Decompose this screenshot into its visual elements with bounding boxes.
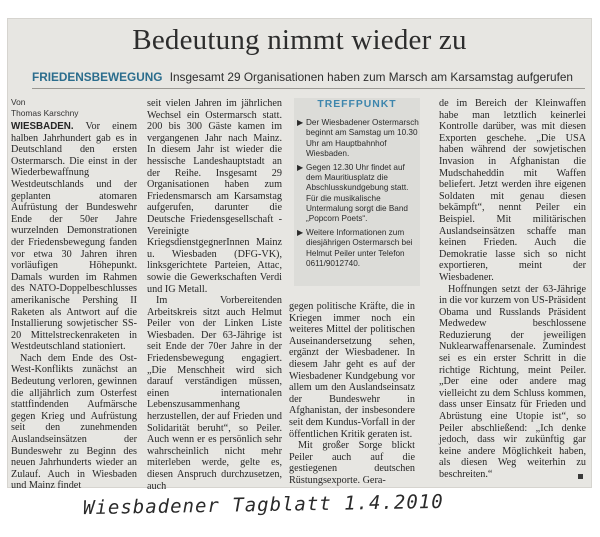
newspaper-clipping <box>7 18 592 492</box>
handwritten-source-note: Wiesbadener Tagblatt 1.4.2010 <box>82 490 444 520</box>
paragraph: de im Bereich der Kleinwaffen habe man letztlich keinerlei Kontrolle darüber, was mit diesen Exporten geschehe. „Die USA haben während der sowjetischen Invasion in Afghanistan die Mudschaheddin mit Waffen beliefert. Jetzt werden ihre eigenen Soldaten mit genau diesen bekämpft“, nennt Peiler ein Beispiel. Mit militärischen Auslandseinsätzen schaffe man keinen Frieden. Auch die Demokratie lasse sich so nicht exportieren, meint der Wiesbadener. <box>439 98 586 283</box>
paragraph: Hoffnungen setzt der 63-Jährige in die vor kurzem von US-Präsident Obama und Russlands Präsident Medwedew beschlossene Reduzierung der jeweiligen Nuklearwaffenarsenale. Zumindest sei es ein erster Schritt in die richtige Richtung, meint Peiler. „Der eine oder andere mag vielleicht zu dem Schluss kommen, dass unser Einsatz für Frieden und Abrüstung eine Utopie ist“, so Peiler abschließend: „Ich denke jedoch, dass wir zukünftig gar keine andere Möglichkeit haben, als diesen Weg weiterhin zu beschreiten.“ <box>439 283 586 480</box>
arrow-icon: ▶ <box>297 118 304 128</box>
info-box-item <box>294 118 420 159</box>
subheadline: Insgesamt 29 Organisationen haben zum Marsch am Karsamstag aufgerufen <box>169 70 573 84</box>
headline: Bedeutung nimmt wieder zu <box>132 24 467 56</box>
paragraph: Im Vorbereitenden Arbeitskreis sitzt auch Helmut Peiler von der Linken Liste Wiesbaden. Der 63-Jährige ist seit Ende der 70er Jahre in der Friedensbewegung engagiert. „Die Menschheit wird sich darauf verständigen müssen, einen internationalen Lebenszusammenhang herzustellen, der auf Frieden und Solidarität beruht“, so Peiler. Auch wenn er es persönlich sehr wahrscheinlich nicht mehr miterleben werde, gelte es, diesen Anspruch durchzusetzen, auch <box>147 295 282 492</box>
info-box <box>294 98 420 286</box>
arrow-icon: ▶ <box>297 163 304 173</box>
info-box-text: Der Wiesbadener Ostermarsch beginnt am Samstag um 10.30 Uhr am Hauptbahnhof Wiesbaden. <box>306 118 419 158</box>
paragraph: seit vielen Jahren im jährlichen Wechsel ein Ostermarsch statt. 200 bis 300 Gäste kamen im vergangenen Jahr nach Mainz. In diesem Jahr ist wieder die hessische Landeshauptstadt an der Reihe. Insgesamt 29 Organisationen haben zum Friedensmarsch am Karsamstag aufgerufen, darunter die Deutsche Friedensgesellschaft - Vereinigte KriegsdienstgegnerInnen Mainz u. Wiesbaden (DFG-VK), linksgerichtete Parteien, Attac, sowie die Gewerkschaften Verdi und IG Metall. <box>147 98 282 295</box>
paragraph: Nach dem Ende des Ost-West-Konflikts zunächst an Bedeutung verloren, gewinnen die alljährlich zum Osterfest stattfindenden Aufmärsche gegen Krieg und Aufrüstung seit den zunehmenden Auslandseinsätzen der Bundeswehr zu Beginn des neuen Jahrhunderts wieder an Zulauf. Auch in Wiesbaden und Mainz findet <box>11 352 137 492</box>
info-box-title: TREFFPUNKT <box>317 99 397 110</box>
end-mark <box>578 474 583 479</box>
article-column-1 <box>11 121 137 492</box>
dateline: WIESBADEN. <box>11 121 74 132</box>
kicker: FRIEDENSBEWEGUNG <box>32 70 163 84</box>
byline-prefix: Von <box>11 97 26 107</box>
info-box-item <box>294 228 420 269</box>
byline-author: Thomas Karschny <box>11 108 79 118</box>
paragraph: Mit großer Sorge blickt Peiler auch auf die gestiegenen deutschen Rüstungsexporte. Gera- <box>289 440 415 486</box>
paragraph-text: Vor einem halben Jahrhundert gab es in Deutschland den ersten Ostermarsch. Die einst in der Wiederbewaffnung Westdeutschlands und der geplanten atomaren Aufrüstung der Bundeswehr Ende der 50er Jahre wurzelnden Demonstrationen der Friedensbewegung fanden vor etwa 30 Jahren ihren vorläufigen Höhepunkt. Damals wurden im Rahmen des NATO-Doppelbeschlusses amerikanische Pershing II Raketen als Antwort auf die Installierung sowjetischer SS-20 Mittelstreckenraketen in Westdeutschland stationiert. <box>11 121 137 353</box>
article-column-4 <box>439 98 586 481</box>
arrow-icon: ▶ <box>297 228 304 238</box>
header-rule <box>32 88 585 89</box>
paragraph <box>11 121 137 353</box>
info-box-text: Gegen 12.30 Uhr findet auf dem Mauritiusplatz die Abschlusskundgebung statt. Für die musikalische Untermalung sorgt die Band „Popcorn Poets“. <box>306 163 409 224</box>
article-column-2 <box>147 98 282 492</box>
paragraph: gegen politische Kräfte, die in Kriegen immer noch ein weiteres Mittel der politischen Auseinandersetzung sehen, ergänzt der Wiesbadener. In diesem Jahr geht es auf der Wiesbadener Kundgebung vor allem um den Auslandseinsatz der Bundeswehr in Afghanistan, der insbesondere seit dem Kundus-Vorfall in der öffentlichen Kritik geraten ist. <box>289 301 415 440</box>
info-box-item <box>294 163 420 224</box>
info-box-text: Weitere Informationen zum diesjährigen Ostermarsch bei Helmut Peiler unter Telefon 0611/9012740. <box>306 228 413 268</box>
subheadline-line <box>32 70 587 84</box>
article-column-3 <box>289 301 415 487</box>
byline <box>11 97 79 119</box>
